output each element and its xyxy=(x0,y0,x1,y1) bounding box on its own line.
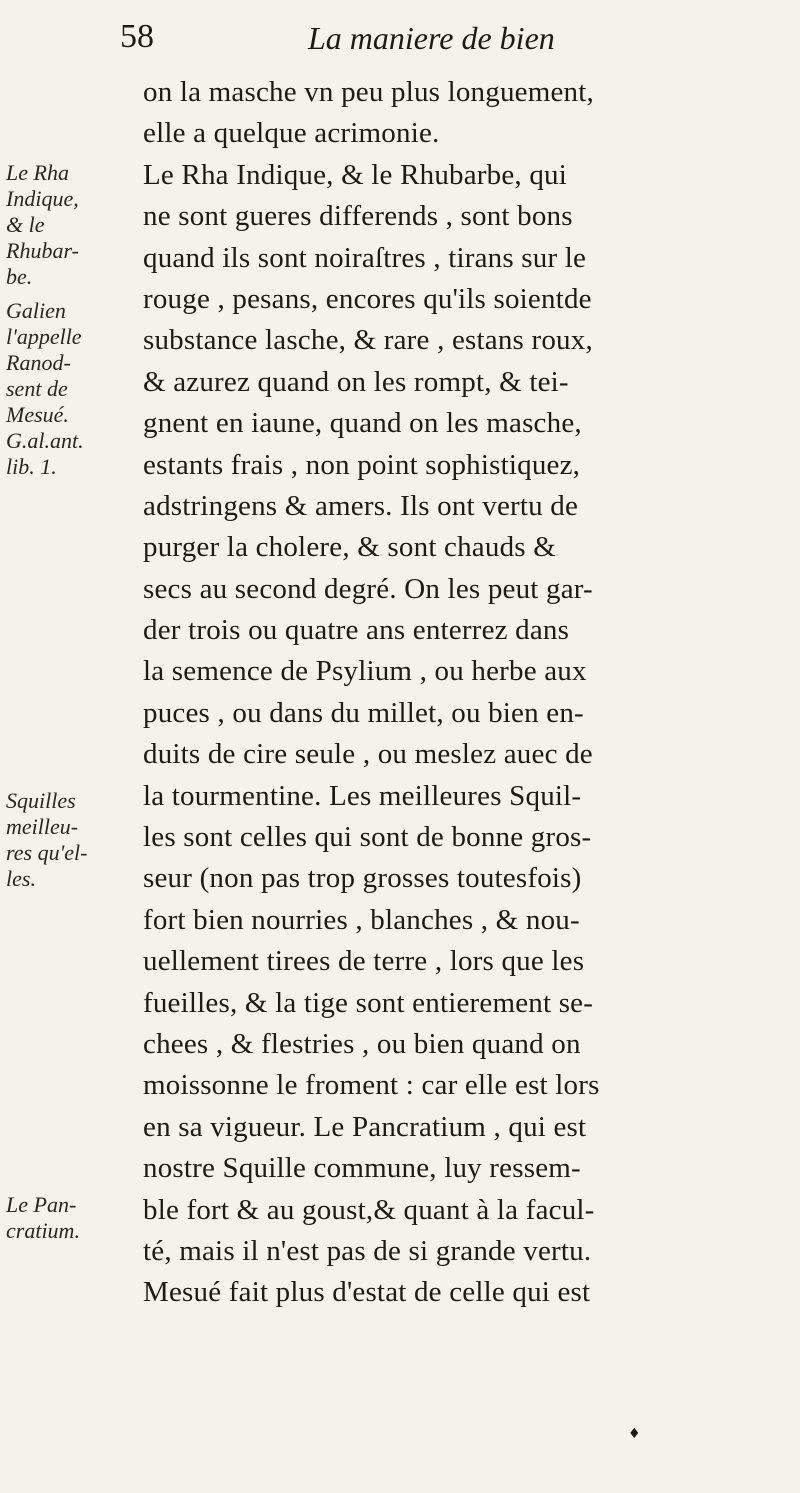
margin-line: Galien xyxy=(6,298,66,323)
text-line: puces , ou dans du millet, ou bien en- xyxy=(143,696,584,729)
margin-line: meilleu- xyxy=(6,814,79,839)
text-line: en sa vigueur. Le Pancratium , qui est xyxy=(143,1110,587,1143)
text-line: purger la cholere, & sont chauds & xyxy=(143,531,556,564)
text-line: & azurez quand on les rompt, & tei- xyxy=(143,365,569,398)
text-line: der trois ou quatre ans enterrez dans xyxy=(143,614,570,647)
margin-line: Rhubar- xyxy=(6,238,79,263)
margin-note-squilles xyxy=(6,788,141,892)
text-line: estants frais , non point sophistiquez, xyxy=(143,448,581,481)
text-line: elle a quelque acrimonie. xyxy=(143,117,440,150)
margin-line: Le Rha xyxy=(6,160,69,185)
margin-line: Squilles xyxy=(6,788,76,813)
margin-note-rha xyxy=(6,160,141,290)
margin-line: Ranod- xyxy=(6,350,71,375)
margin-line: lib. 1. xyxy=(6,454,57,479)
text-line: Mesué fait plus d'estat de celle qui est xyxy=(143,1276,591,1309)
text-line: les sont celles qui sont de bonne gros- xyxy=(143,821,592,854)
text-line: rouge , pesans, encores qu'ils soientde xyxy=(143,282,592,315)
text-line: fueilles, & la tige sont entierement se- xyxy=(143,986,594,1019)
margin-line: l'appelle xyxy=(6,324,82,349)
running-title: La maniere de bien xyxy=(308,20,555,56)
text-line: fort bien nourries , blanches , & nou- xyxy=(143,903,580,936)
margin-line: Le Pan- xyxy=(6,1192,77,1217)
text-line: uellement tirees de terre , lors que les xyxy=(143,945,585,978)
text-line: adstringens & amers. Ils ont vertu de xyxy=(143,489,579,522)
text-line: té, mais il n'est pas de si grande vertu. xyxy=(143,1234,592,1267)
margin-line: les. xyxy=(6,866,36,891)
text-line: moissonne le froment : car elle est lors xyxy=(143,1069,600,1102)
margin-note-pancratium xyxy=(6,1192,141,1244)
page-header xyxy=(120,18,680,78)
margin-line: Mesué. xyxy=(6,402,69,427)
margin-line: sent de xyxy=(6,376,68,401)
margin-line: res qu'el- xyxy=(6,840,88,865)
text-line: ne sont gueres differends , sont bons xyxy=(143,200,573,233)
text-line: seur (non pas trop grosses toutesfois) xyxy=(143,862,582,895)
margin-line: G.al.ant. xyxy=(6,428,84,453)
text-line: la tourmentine. Les meilleures Squil- xyxy=(143,779,582,812)
text-line: chees , & flestries , ou bien quand on xyxy=(143,1027,581,1060)
text-line: gnent en iaune, quand on les masche, xyxy=(143,407,582,440)
margin-line: be. xyxy=(6,264,33,289)
text-line: on la masche vn peu plus longuement, xyxy=(143,76,594,108)
text-line: Le Rha Indique, & le Rhubarbe, qui xyxy=(143,158,567,191)
text-line: nostre Squille commune, luy ressem- xyxy=(143,1152,581,1185)
text-line: la semence de Psylium , ou herbe aux xyxy=(143,655,587,688)
text-line: substance lasche, & rare , estans roux, xyxy=(143,324,593,357)
margin-line: cratium. xyxy=(6,1218,80,1243)
body-text xyxy=(143,72,783,1314)
page-number: 58 xyxy=(120,18,154,55)
footer-mark: ♦ xyxy=(628,1426,641,1442)
margin-line: Indique, xyxy=(6,186,79,211)
text-line: secs au second degré. On les peut gar- xyxy=(143,572,593,605)
text-line: ble fort & au goust,& quant à la facul- xyxy=(143,1193,595,1226)
margin-note-galien xyxy=(6,298,141,480)
text-line: duits de cire seule , ou meslez auec de xyxy=(143,738,593,771)
text-line: quand ils sont noiraſtres , tirans sur le xyxy=(143,241,587,274)
margin-line: & le xyxy=(6,212,45,237)
